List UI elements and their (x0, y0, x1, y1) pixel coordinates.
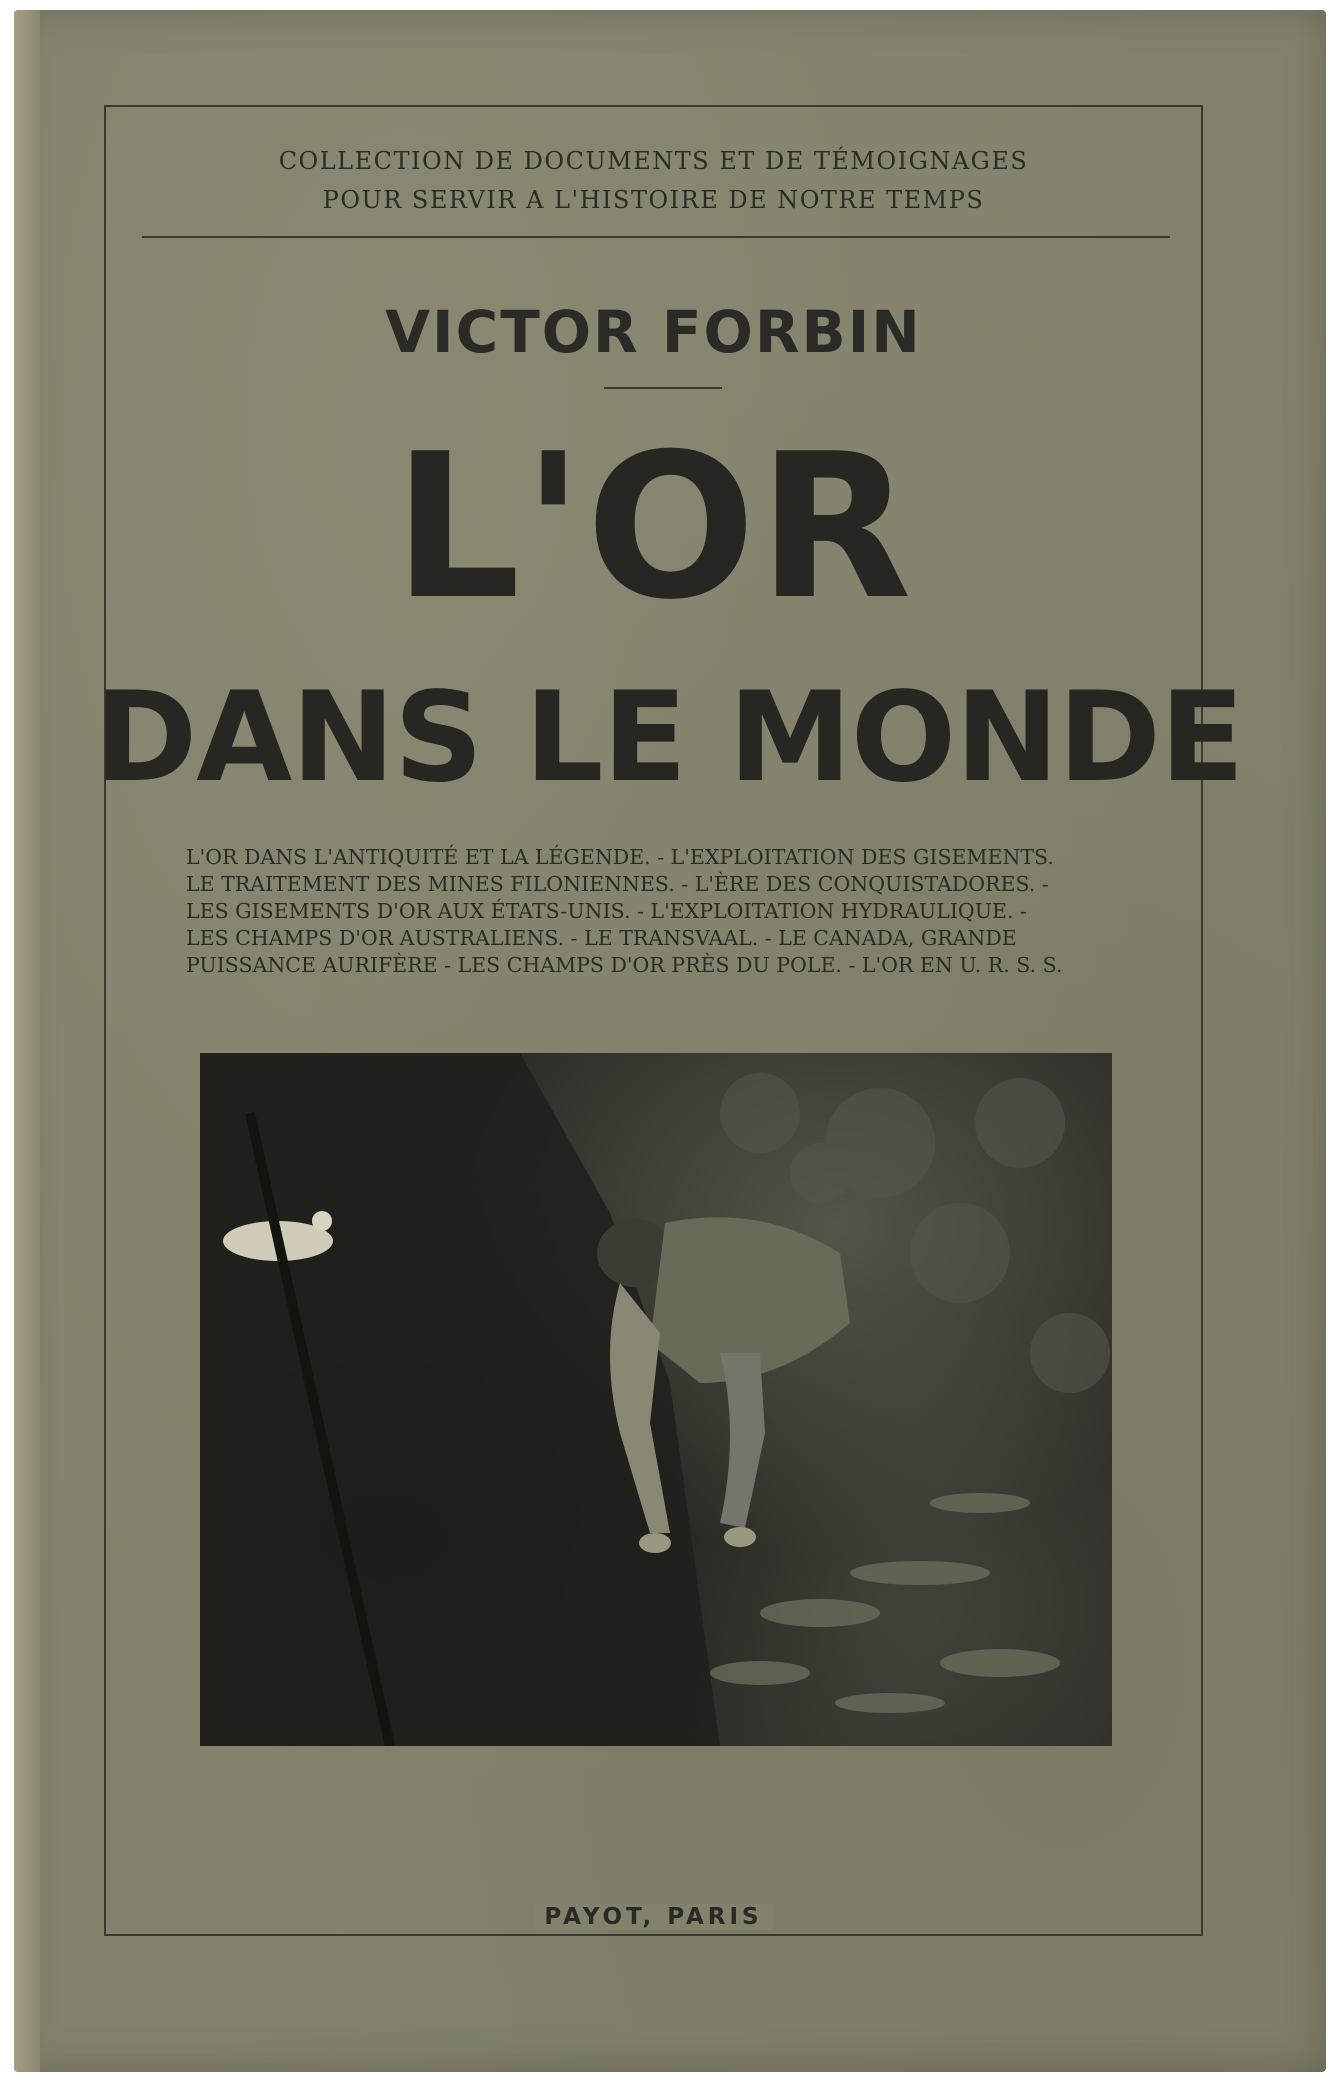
contents-summary (186, 844, 1134, 979)
author-divider (604, 387, 722, 389)
contents-line-4: LES CHAMPS D'OR AUSTRALIENS. - LE TRANSVAAL. - LE CANADA, GRANDE (186, 926, 1017, 950)
collection-divider (142, 236, 1170, 238)
collection-line-1: COLLECTION DE DOCUMENTS ET DE TÉMOIGNAGES (278, 147, 1029, 175)
cover-edge (14, 10, 40, 2072)
contents-line-1: L'OR DANS L'ANTIQUITÉ ET LA LÉGENDE. - L'EXPLOITATION DES GISEMENTS. (186, 845, 1054, 869)
publisher-imprint (104, 1904, 1203, 1930)
contents-line-5: PUISSANCE AURIFÈRE - LES CHAMPS D'OR PRÈS DU POLE. - L'OR EN U. R. S. S. (186, 953, 1063, 977)
lantern-top (312, 1211, 332, 1231)
contents-line-3: LES GISEMENTS D'OR AUX ÉTATS-UNIS. - L'EXPLOITATION HYDRAULIQUE. - (186, 899, 1027, 923)
book-subtitle: DANS LE MONDE (94, 666, 1244, 810)
author-name: VICTOR FORBIN (385, 298, 922, 366)
collection-heading (104, 142, 1203, 220)
contents-line-2: LE TRAITEMENT DES MINES FILONIENNES. - L'ÈRE DES CONQUISTADORES. - (186, 872, 1049, 896)
publisher-name: PAYOT, PARIS (534, 1904, 772, 1930)
book-title: L'OR (393, 411, 914, 644)
stream-stones (710, 1493, 1060, 1713)
cover-photograph (200, 1053, 1112, 1746)
prospector-illustration (200, 1053, 1112, 1746)
collection-line-2: POUR SERVIR A L'HISTOIRE DE NOTRE TEMPS (322, 186, 985, 214)
